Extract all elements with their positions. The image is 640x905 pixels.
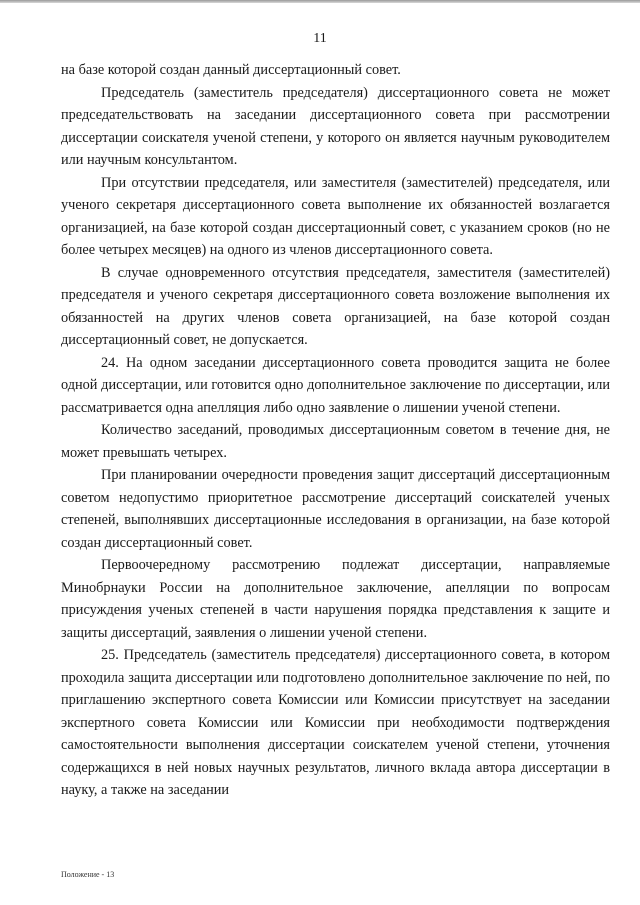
paragraph-chair-restriction: Председатель (заместитель председателя) диссертационного совета не может председательствовать на заседании диссертационного совета при рассмотрении диссертации соискателя ученой степени, у которого он является научным руководителем или научным консультантом. — [61, 84, 610, 168]
page-top-edge — [0, 0, 640, 3]
paragraph-simultaneous-absence: В случае одновременного отсутствия председателя, заместителя (заместителей) председателя и ученого секретаря диссертационного совета возложение выполнения их обязанностей на других членов совета организацией, на базе которой создан диссертационный совет, не допускается. — [61, 264, 610, 348]
paragraph-item-25: 25. Председатель (заместитель председателя) диссертационного совета, в котором проходила защита диссертации или подготовлено дополнительное заключение по ней, по приглашению экспертного совета Комиссии или Комиссии присутствует на заседании экспертного совета Комиссии или Комиссии при необходимости подтверждения самостоятельности выполнения диссертации соискателем ученой степени, уточнения содержащихся в ней новых научных результатов, личного вклада автора диссертации в науку, а также на заседании — [61, 647, 610, 798]
paragraph-continuation: на базе которой создан данный диссертационный совет. — [61, 62, 401, 78]
paragraph-absence-duties: При отсутствии председателя, или заместителя (заместителей) председателя, или ученого секретаря диссертационного совета выполнение их обязанностей возлагается организацией, на базе которой создан диссертационный совет, с указанием сроков (но не более четырех месяцев) на одного из членов диссертационного совета. — [61, 174, 610, 258]
paragraph-item-24: 24. На одном заседании диссертационного совета проводится защита не более одной диссертации, или готовится одно дополнительное заключение по диссертации, или рассматривается одна апелляция либо одно заявление о лишении ученой степени. — [61, 354, 610, 416]
document-body — [61, 59, 610, 802]
paragraph-defense-planning: При планировании очередности проведения защит диссертаций диссертационным советом недопустимо приоритетное рассмотрение диссертаций соискателей ученых степеней, выполнявших диссертационные исследования в организации, на базе которой создан диссертационный совет. — [61, 467, 610, 551]
page-number: 11 — [313, 31, 327, 46]
footer-label: Положение - 13 — [61, 870, 115, 879]
paragraph-priority-review: Первоочередному рассмотрению подлежат диссертации, направляемые Минобрнауки России на дополнительное заключение, апелляции по вопросам присуждения ученых степеней в части нарушения порядка представления к защите и защиты диссертаций, заявления о лишении ученой степени. — [61, 557, 610, 641]
paragraph-meetings-per-day: Количество заседаний, проводимых диссертационным советом в течение дня, не может превышать четырех. — [61, 422, 610, 461]
